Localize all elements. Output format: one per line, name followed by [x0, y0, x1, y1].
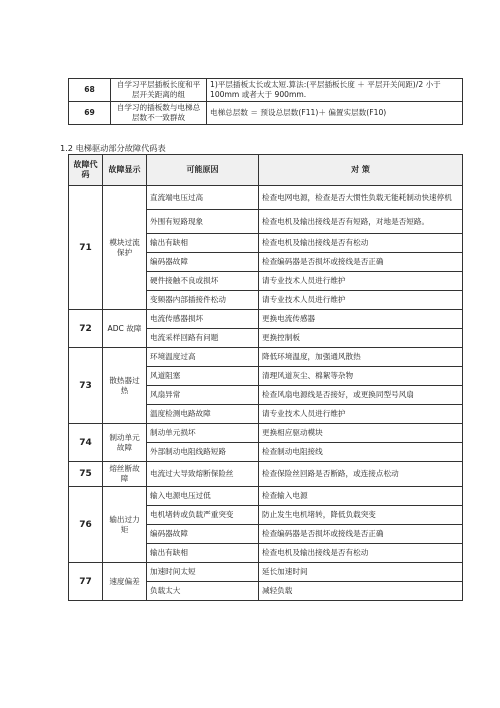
possible-cause: 硬件接触不良或损坏: [147, 272, 259, 291]
table-row: [69, 186, 463, 210]
fault-display: 速度偏差: [103, 563, 147, 601]
solution: 更换电流传感器: [259, 310, 463, 329]
fault-description: 自学习的插板数与电梯总层数不一致群故: [111, 102, 207, 125]
solution: 请专业技术人员进行维护: [259, 291, 463, 310]
possible-cause: 外部制动电阻线路短路: [147, 443, 259, 462]
fault-code: 75: [69, 462, 103, 487]
fault-solution: 电梯总层数 ＝ 预设总层数(F11)＋ 偏置实层数(F10): [207, 102, 463, 125]
solution: 延长加速时间: [259, 563, 463, 582]
table-row: [69, 102, 463, 125]
solution: 检查制动电阻接线: [259, 443, 463, 462]
solution: 检查电机及输出接线是否有短路，对地是否短路。: [259, 210, 463, 234]
solution: 防止发生电机堵转，降低负载突变: [259, 506, 463, 525]
possible-cause: 环境温度过高: [147, 348, 259, 367]
fault-code: 77: [69, 563, 103, 601]
table-row: [69, 310, 463, 329]
drive-fault-code-table: [68, 154, 463, 601]
possible-cause: 直流端电压过高: [147, 186, 259, 210]
possible-cause: 风道阻塞: [147, 367, 259, 386]
fault-code: 74: [69, 424, 103, 462]
possible-cause: 电流采样回路有问题: [147, 329, 259, 348]
fault-display: 模块过流保护: [103, 186, 147, 310]
possible-cause: 输出有缺相: [147, 234, 259, 253]
header-fault-display: 故障显示: [103, 155, 147, 186]
solution: 检查输入电源: [259, 487, 463, 506]
fault-code: 68: [69, 79, 111, 102]
table-row: [69, 563, 463, 582]
possible-cause: 电流传感器损坏: [147, 310, 259, 329]
possible-cause: 加速时间太短: [147, 563, 259, 582]
table-row: [69, 487, 463, 506]
solution: 检查风扇电源线是否接好，或更换同型号风扇: [259, 386, 463, 405]
solution: 检查电网电源，检查是否大惯性负载无能耗制动快速停机: [259, 186, 463, 210]
solution: 检查编码器是否损坏或接线是否正确: [259, 253, 463, 272]
fault-table-body: [69, 186, 463, 601]
solution: 检查电机及输出接线是否有松动: [259, 544, 463, 563]
solution: 更换控制板: [259, 329, 463, 348]
possible-cause: 输入电源电压过低: [147, 487, 259, 506]
solution: 更换相应驱动模块: [259, 424, 463, 443]
fault-description: 自学习平层插板长度和平层开关距离的组: [111, 79, 207, 102]
solution: 检查编码器是否损坏或接线是否正确: [259, 525, 463, 544]
fault-code: 73: [69, 348, 103, 424]
fault-display: 熔丝断故障: [103, 462, 147, 487]
table-row: [69, 348, 463, 367]
possible-cause: 输出有缺相: [147, 544, 259, 563]
table-row: [69, 462, 463, 487]
fault-display: 散热器过热: [103, 348, 147, 424]
table-row: [69, 79, 463, 102]
fault-code: 76: [69, 487, 103, 563]
possible-cause: 制动单元损坏: [147, 424, 259, 443]
solution: 请专业技术人员进行维护: [259, 272, 463, 291]
fault-code: 72: [69, 310, 103, 348]
fault-code: 69: [69, 102, 111, 125]
possible-cause: 电机堵转或负载严重突变: [147, 506, 259, 525]
header-possible-cause: 可能原因: [147, 155, 259, 186]
solution: 降低环境温度，加强通风散热: [259, 348, 463, 367]
table-row: [69, 424, 463, 443]
possible-cause: 风扇异常: [147, 386, 259, 405]
solution: 请专业技术人员进行维护: [259, 405, 463, 424]
fault-solution: 1)平层插板太长或太短.算法:(平层插板长度 ＋ 平层开关间距)/2 小于 100mm 或者大于 900mm.: [207, 79, 463, 102]
possible-cause: 编码器故障: [147, 253, 259, 272]
fault-code: 71: [69, 186, 103, 310]
header-solution: 对 策: [259, 155, 463, 186]
possible-cause: 编码器故障: [147, 525, 259, 544]
possible-cause: 负载太大: [147, 582, 259, 601]
solution: 减轻负载: [259, 582, 463, 601]
table-header-row: [69, 155, 463, 186]
possible-cause: 电流过大导致熔断保险丝: [147, 462, 259, 487]
possible-cause: 温度检测电路故障: [147, 405, 259, 424]
header-fault-code: 故障代码: [69, 155, 103, 186]
solution: 检查电机及输出接线是否有松动: [259, 234, 463, 253]
fault-display: 制动单元故障: [103, 424, 147, 462]
solution: 检查保险丝回路是否断路，或连接点松动: [259, 462, 463, 487]
possible-cause: 外围有短路现象: [147, 210, 259, 234]
section-title: 1.2 电梯驱动部分故障代码表: [60, 143, 166, 153]
fault-display: 输出过力矩: [103, 487, 147, 563]
continued-fault-table: [68, 78, 463, 125]
solution: 清理风道灰尘、棉絮等杂物: [259, 367, 463, 386]
fault-display: ADC 故障: [103, 310, 147, 348]
possible-cause: 变频器内部插接件松动: [147, 291, 259, 310]
